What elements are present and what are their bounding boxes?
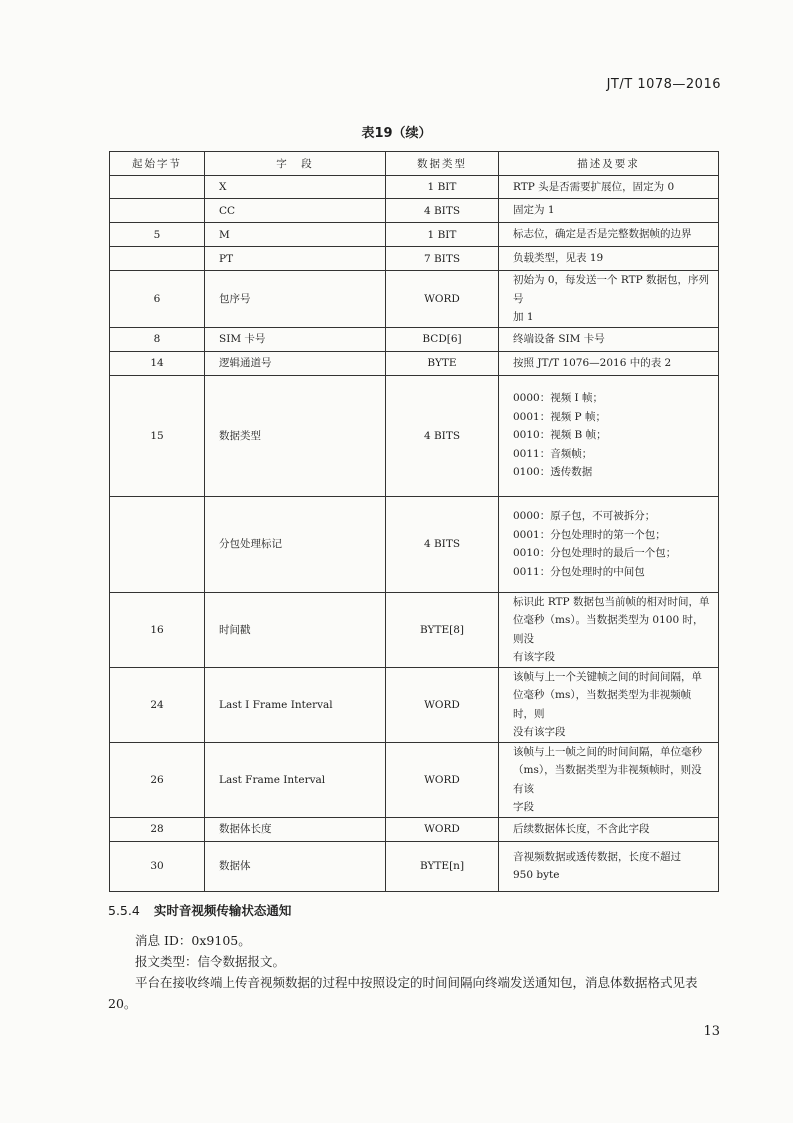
standard-code: JT/T 1078—2016 <box>606 77 721 92</box>
cell-start-byte <box>110 176 205 199</box>
description-line: 后续数据体长度，不含此字段 <box>513 822 650 835</box>
description-line: （ms），当数据类型为非视频帧时，则没有该 <box>513 764 702 795</box>
table-row <box>110 327 719 351</box>
description-line: 0011：音频帧； <box>513 447 593 460</box>
cell-field: 时间戳 <box>205 592 386 667</box>
table-row <box>110 841 719 891</box>
table-header-row <box>110 152 719 176</box>
cell-description <box>499 351 719 375</box>
cell-description <box>499 742 719 817</box>
cell-start-byte: 6 <box>110 271 205 328</box>
cell-description <box>499 247 719 271</box>
cell-description <box>499 841 719 891</box>
description-line: 0000：视频 I 帧； <box>513 392 604 405</box>
cell-start-byte: 26 <box>110 742 205 817</box>
cell-start-byte: 14 <box>110 351 205 375</box>
section-title: 实时音视频传输状态通知 <box>153 903 292 918</box>
description-line: 音视频数据或透传数据，长度不超过 <box>513 850 681 863</box>
message-type-line: 报文类型：信令数据报文。 <box>135 954 286 969</box>
description-line: 0011：分包处理时的中间包 <box>513 565 645 578</box>
cell-data-type: 4 BITS <box>386 375 499 496</box>
cell-description <box>499 667 719 742</box>
cell-field: M <box>205 223 386 247</box>
description-line: 字段 <box>513 801 534 813</box>
description-line: 0000：原子包，不可被拆分； <box>513 510 656 522</box>
table-row <box>110 667 719 742</box>
section-number: 5.5.4 <box>108 903 140 918</box>
cell-description <box>499 327 719 351</box>
description-line: 0100：透传数据 <box>513 466 593 479</box>
table-row <box>110 247 719 271</box>
cell-data-type: BYTE[8] <box>386 592 499 667</box>
cell-field: 分包处理标记 <box>205 496 386 592</box>
cell-data-type: BYTE[n] <box>386 841 499 891</box>
cell-start-byte: 30 <box>110 841 205 891</box>
description-line: 950 byte <box>513 869 560 881</box>
cell-start-byte <box>110 496 205 592</box>
cell-description <box>499 223 719 247</box>
header-description: 描述及要求 <box>499 152 719 176</box>
cell-start-byte <box>110 247 205 271</box>
cell-data-type: 1 BIT <box>386 223 499 247</box>
cell-description <box>499 496 719 592</box>
cell-start-byte: 16 <box>110 592 205 667</box>
cell-description <box>499 271 719 328</box>
description-line: 终端设备 SIM 卡号 <box>513 332 605 345</box>
description-line: 位毫秒（ms）。当数据类型为 0100 时，则没 <box>513 614 704 645</box>
cell-description <box>499 176 719 199</box>
page-number: 13 <box>703 1024 720 1039</box>
description-line: 固定为 1 <box>513 204 555 217</box>
description-line: RTP 头是否需要扩展位，固定为 0 <box>513 180 675 193</box>
cell-field: SIM 卡号 <box>205 327 386 351</box>
cell-start-byte: 28 <box>110 817 205 841</box>
cell-start-byte: 5 <box>110 223 205 247</box>
cell-start-byte: 24 <box>110 667 205 742</box>
cell-start-byte: 8 <box>110 327 205 351</box>
cell-start-byte: 15 <box>110 375 205 496</box>
description-line: 没有该字段 <box>513 726 566 738</box>
table-row <box>110 199 719 223</box>
table-row <box>110 817 719 841</box>
header-data-type: 数据类型 <box>386 152 499 176</box>
description-line: 0010：分包处理时的最后一个包； <box>513 547 677 559</box>
description-line: 有该字段 <box>513 651 555 663</box>
cell-field: 包序号 <box>205 271 386 328</box>
table-row <box>110 742 719 817</box>
table-row <box>110 496 719 592</box>
cell-description <box>499 817 719 841</box>
table-row <box>110 223 719 247</box>
description-line: 该帧与上一帧之间的时间间隔，单位毫秒 <box>513 745 702 758</box>
section-heading <box>108 901 291 919</box>
cell-field: CC <box>205 199 386 223</box>
cell-field: 数据体 <box>205 841 386 891</box>
table-row <box>110 351 719 375</box>
cell-field: Last I Frame Interval <box>205 667 386 742</box>
field-spec-table <box>109 151 719 892</box>
description-paragraph: 平台在接收终端上传音视频数据的过程中按照设定的时间间隔向终端发送通知包，消息体数据格式见表 20。 <box>108 975 698 1011</box>
description-line: 加 1 <box>513 311 534 323</box>
description-line: 按照 JT/T 1076—2016 中的表 2 <box>513 356 672 369</box>
cell-field: Last Frame Interval <box>205 742 386 817</box>
cell-data-type: 1 BIT <box>386 176 499 199</box>
description-line: 0010：视频 B 帧； <box>513 429 607 442</box>
cell-description <box>499 199 719 223</box>
description-line: 0001：视频 P 帧； <box>513 410 606 423</box>
description-line: 0001：分包处理时的第一个包； <box>513 528 666 541</box>
table-row <box>110 375 719 496</box>
cell-data-type: 7 BITS <box>386 247 499 271</box>
cell-data-type: WORD <box>386 271 499 328</box>
header-start-byte: 起始字节 <box>110 152 205 176</box>
table-row <box>110 271 719 328</box>
cell-field: 逻辑通道号 <box>205 351 386 375</box>
cell-data-type: BCD[6] <box>386 327 499 351</box>
cell-field: 数据体长度 <box>205 817 386 841</box>
cell-description <box>499 592 719 667</box>
description-line: 标识此 RTP 数据包当前帧的相对时间，单 <box>513 595 710 608</box>
table-caption: 表19（续） <box>361 126 432 141</box>
table-row <box>110 176 719 199</box>
cell-data-type: WORD <box>386 667 499 742</box>
cell-data-type: BYTE <box>386 351 499 375</box>
cell-description <box>499 375 719 496</box>
cell-field: 数据类型 <box>205 375 386 496</box>
cell-field: X <box>205 176 386 199</box>
cell-start-byte <box>110 199 205 223</box>
description-line: 初始为 0，每发送一个 RTP 数据包，序列号 <box>513 274 709 305</box>
cell-data-type: 4 BITS <box>386 199 499 223</box>
header-field: 字 段 <box>205 152 386 176</box>
description-line: 负载类型，见表 19 <box>513 252 604 265</box>
table-row <box>110 592 719 667</box>
cell-field: PT <box>205 247 386 271</box>
cell-data-type: WORD <box>386 742 499 817</box>
description-line: 标志位，确定是否是完整数据帧的边界 <box>513 228 692 241</box>
message-id-line: 消息 ID：0x9105。 <box>135 933 251 948</box>
cell-data-type: WORD <box>386 817 499 841</box>
description-line: 位毫秒（ms），当数据类型为非视频帧时，则 <box>513 689 692 720</box>
description-line: 该帧与上一个关键帧之间的时间间隔，单 <box>513 670 702 683</box>
cell-data-type: 4 BITS <box>386 496 499 592</box>
